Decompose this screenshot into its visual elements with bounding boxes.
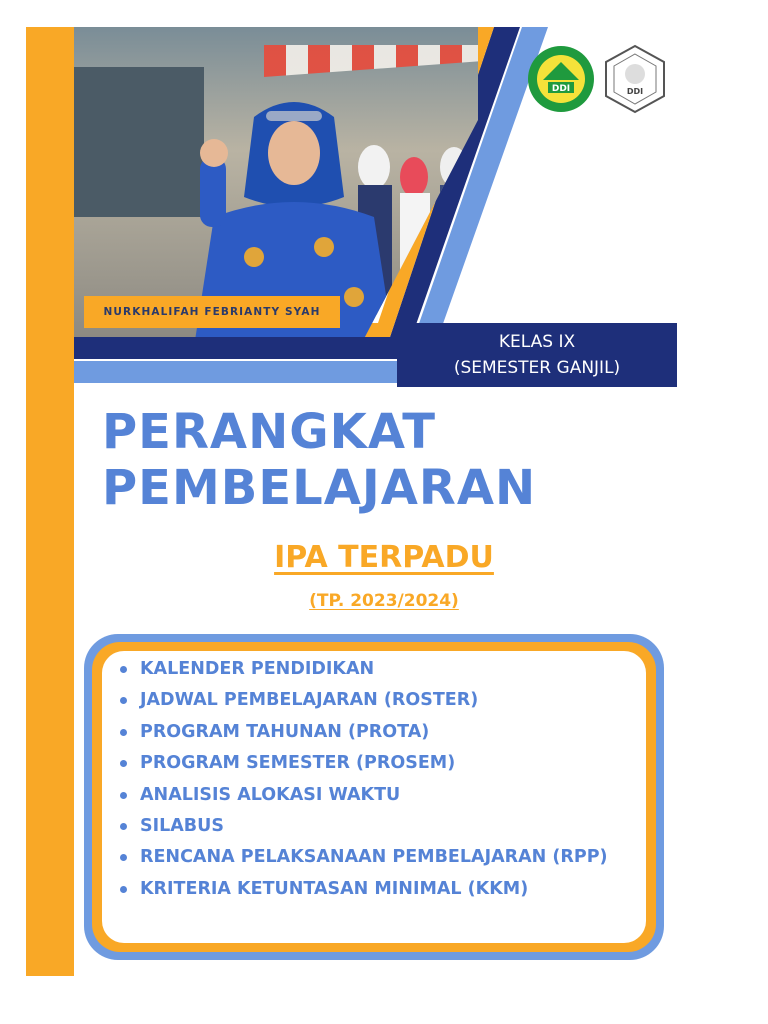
kelas-badge — [397, 323, 677, 387]
ddi-logo-text: DDI — [551, 84, 571, 94]
list-item: KRITERIA KETUNTASAN MINIMAL (KKM) — [116, 874, 646, 905]
photo-bunting-flags — [264, 45, 478, 85]
title-line-1: PERANGKAT — [102, 404, 437, 460]
list-item: PROGRAM TAHUNAN (PROTA) — [116, 717, 646, 748]
photo-background-building — [74, 67, 204, 217]
academic-year: (TP. 2023/2024) — [309, 591, 459, 611]
kelas-line-1: KELAS IX — [498, 332, 576, 352]
subject-title: IPA TERPADU — [274, 540, 494, 575]
author-name: NURKHALIFAH FEBRIANTY SYAH — [84, 296, 340, 328]
document-title — [102, 404, 702, 516]
list-item: SILABUS — [116, 811, 646, 842]
list-item: JADWAL PEMBELAJARAN (ROSTER) — [116, 685, 646, 716]
list-item: RENCANA PELAKSANAAN PEMBELAJARAN (RPP) — [116, 842, 646, 873]
kelas-line-2: (SEMESTER GANJIL) — [453, 358, 621, 378]
list-item: KALENDER PENDIDIKAN — [116, 654, 646, 685]
ddi-logo-icon — [526, 44, 596, 114]
list-item: ANALISIS ALOKASI WAKTU — [116, 780, 646, 811]
contents-list — [116, 654, 646, 905]
title-line-2: PEMBELAJARAN — [102, 460, 537, 516]
mts-logo-text: DDI — [626, 87, 644, 96]
left-orange-stripe — [26, 27, 74, 976]
mts-ddi-logo-icon — [600, 44, 670, 114]
list-item: PROGRAM SEMESTER (PROSEM) — [116, 748, 646, 779]
school-logos — [526, 44, 670, 116]
